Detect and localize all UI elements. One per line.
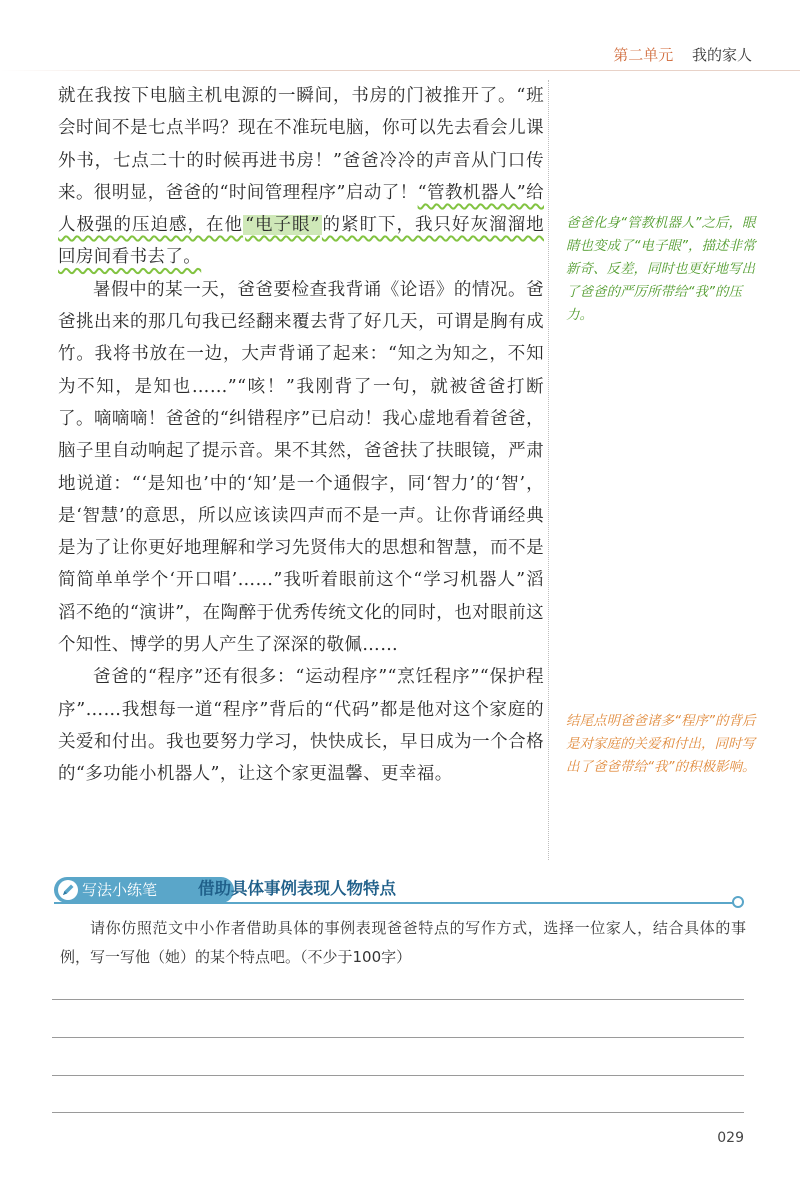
writing-line-3 (52, 1075, 744, 1076)
header-divider (0, 70, 800, 71)
practice-prompt: 请你仿照范文中小作者借助具体的事例表现爸爸特点的写作方式，选择一位家人，结合具体的事例，写一写他（她）的某个特点吧。（不少于100字） (60, 919, 746, 966)
page-header (613, 44, 752, 65)
margin-note-1: 爸爸化身“管教机器人”之后，眼睛也变成了“电子眼”，描述非常新奇、反差，同时也更好地写出了爸爸的严厉所带给“我”的压力。 (566, 215, 756, 323)
underline-end-dot (732, 896, 744, 908)
page-number: 029 (717, 1130, 744, 1146)
margin-divider (548, 80, 549, 860)
essay-body (58, 80, 544, 791)
highlighted-text-2: 的紧盯下，我只好灰溜溜地回房间看书去了。 (58, 215, 544, 268)
margin-note-2: 结尾点明爸爸诸多“程序”的背后是对家庭的关爱和付出，同时写出了爸爸带给“我”的积极影响。 (566, 713, 756, 775)
chapter-title: 我的家人 (691, 46, 752, 64)
writing-line-1 (52, 999, 744, 1000)
writing-line-2 (52, 1037, 744, 1038)
highlighted-text-1: “管教机器人”给人极强的压迫感，在他 (58, 182, 544, 236)
practice-title: 借助具体事例表现人物特点 (198, 879, 396, 898)
writing-line-4 (52, 1112, 744, 1113)
practice-label: 写法小练笔 (82, 881, 158, 899)
practice-section-header (54, 875, 744, 905)
paragraph-1-text: 就在我按下电脑主机电源的一瞬间，书房的门被推开了。“班会时间不是七点半吗？现在不准玩电脑，你可以先去看会儿课外书，七点二十的时候再进书房！”爸爸冷冷的声音从门口传来。很明显，爸爸的“时间管理程序”启动了！ (58, 86, 544, 203)
paragraph-2: 暑假中的某一天，爸爸要检查我背诵《论语》的情况。爸爸挑出来的那几句我已经翻来覆去背了好几天，可谓是胸有成竹。我将书放在一边，大声背诵了起来：“知之为知之，不知为不知，是知也……”“咳！”我刚背了一句，就被爸爸打断了。嘀嘀嘀！爸爸的“纠错程序”已启动！我心虚地看着爸爸，脑子里自动响起了提示音。果不其然，爸爸扶了扶眼镜，严肃地说道：“‘是知也’中的‘知’是一个通假字，同‘智力’的‘智’，是‘智慧’的意思，所以应该读四声而不是一声。让你背诵经典是为了让你更好地理解和学习先贤伟大的思想和智慧，而不是简简单单学个‘开口唱’……”我听着眼前这个“学习机器人”滔滔不绝的“演讲”，在陶醉于优秀传统文化的同时，也对眼前这个知性、博学的男人产生了深深的敬佩…… (58, 279, 544, 656)
paragraph-3: 爸爸的“程序”还有很多：“运动程序”“烹饪程序”“保护程序”……我想每一道“程序”背后的“代码”都是他对这个家庭的关爱和付出。我也要努力学习，快快成长，早日成为一个合格的“多功能小机器人”，让这个家更温馨、更幸福。 (58, 667, 544, 785)
electronic-eye-highlight: “电子眼” (245, 215, 320, 236)
paragraph-1 (58, 80, 544, 274)
unit-label: 第二单元 (613, 46, 674, 64)
pen-icon (58, 880, 78, 900)
